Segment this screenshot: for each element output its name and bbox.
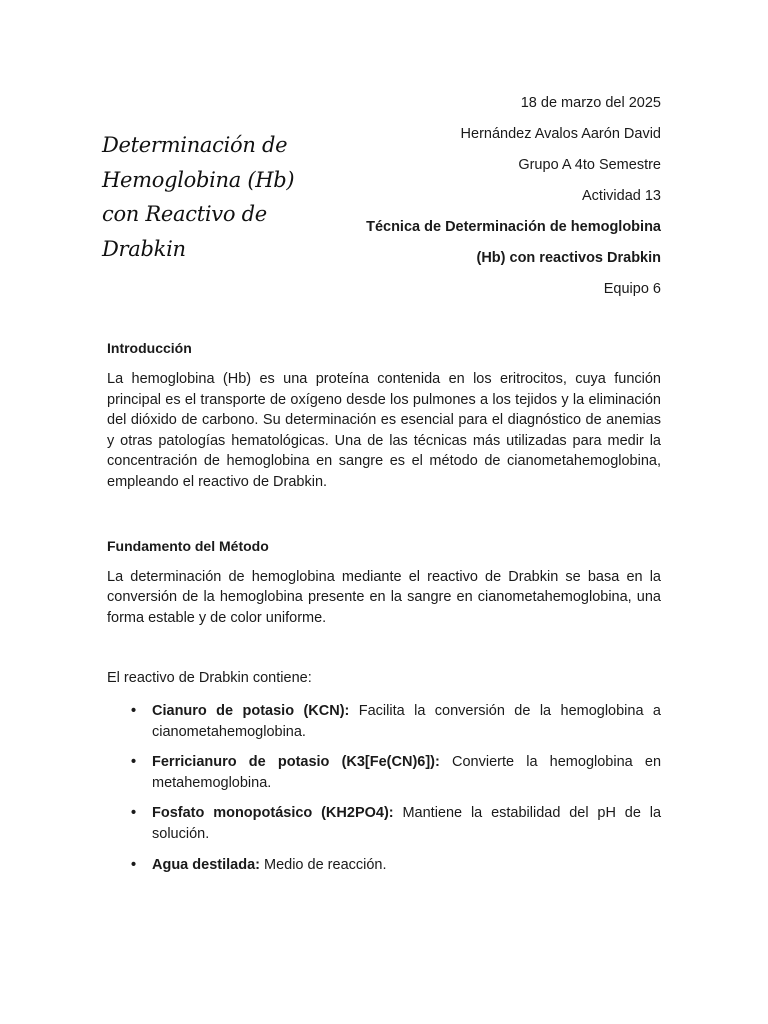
date: 18 de marzo del 2025 xyxy=(520,95,661,111)
item-description: Mantiene la estabilidad del pH de la solución. xyxy=(152,805,662,842)
document-title xyxy=(102,128,317,266)
bullet: • xyxy=(131,702,137,719)
title-line: Determinación de xyxy=(102,133,288,157)
fundamento-paragraph: La determinación de hemoglobina mediante el reactivo de Drabkin se basa en la conversión de la hemoglobina presente en la sangre en cianometahemoglobina, una forma estable y de color uniforme. xyxy=(107,568,661,626)
item-description: Facilita la conversión de la hemoglobina a cianometahemoglobina. xyxy=(152,702,661,740)
team: Equipo 6 xyxy=(603,281,661,297)
item-term: Cianuro de potasio (KCN): xyxy=(152,702,350,719)
item-term: Agua destilada: xyxy=(152,856,260,873)
reactivo-list xyxy=(107,701,661,875)
document-body xyxy=(107,338,661,885)
list-item xyxy=(107,855,661,876)
header-meta xyxy=(301,88,661,305)
bullet: • xyxy=(131,856,137,873)
item-term: Fosfato monopotásico (KH2PO4): xyxy=(152,805,394,822)
fundamento-section xyxy=(107,536,661,629)
fundamento-heading: Fundamento del Método xyxy=(107,537,269,554)
item-term: Ferricianuro de potasio (K3[Fe(CN)6]): xyxy=(152,754,440,771)
title-line: con Reactivo de xyxy=(102,202,267,226)
bullet: • xyxy=(131,754,137,771)
title-line: Hemoglobina (Hb) xyxy=(102,167,295,192)
reactivo-section xyxy=(107,668,661,875)
technique-line-2: (Hb) con reactivos Drabkin xyxy=(476,250,661,266)
activity: Actividad 13 xyxy=(582,188,661,204)
introduction-paragraph: La hemoglobina (Hb) es una proteína contenida en los eritrocitos, cuya función principal es el transporte de oxígeno desde los pulmones a los tejidos y la eliminación del dióxido de carbono. Su determinación es esencial para el diagnóstico de anemias y otras patologías hematológicas. Una de las técnicas más utilizadas para medir la concentración de hemoglobina en sangre es el método de cianometahemoglobina, empleando el reactivo de Drabkin. xyxy=(107,371,661,490)
group: Grupo A 4to Semestre xyxy=(518,157,661,173)
technique-line-1: Técnica de Determinación de hemoglobina xyxy=(366,219,661,235)
reactivo-intro: El reactivo de Drabkin contiene: xyxy=(107,670,312,687)
title-line: Drabkin xyxy=(102,236,186,261)
item-description: Convierte la hemoglobina en metahemoglobina. xyxy=(152,754,662,791)
introduction-heading: Introducción xyxy=(107,340,192,356)
author: Hernández Avalos Aarón David xyxy=(460,126,661,142)
introduction-section xyxy=(107,338,661,493)
list-item xyxy=(107,752,661,793)
list-item xyxy=(107,701,661,742)
list-item xyxy=(107,803,661,844)
item-description: Medio de reacción. xyxy=(264,856,387,873)
bullet: • xyxy=(131,805,137,822)
